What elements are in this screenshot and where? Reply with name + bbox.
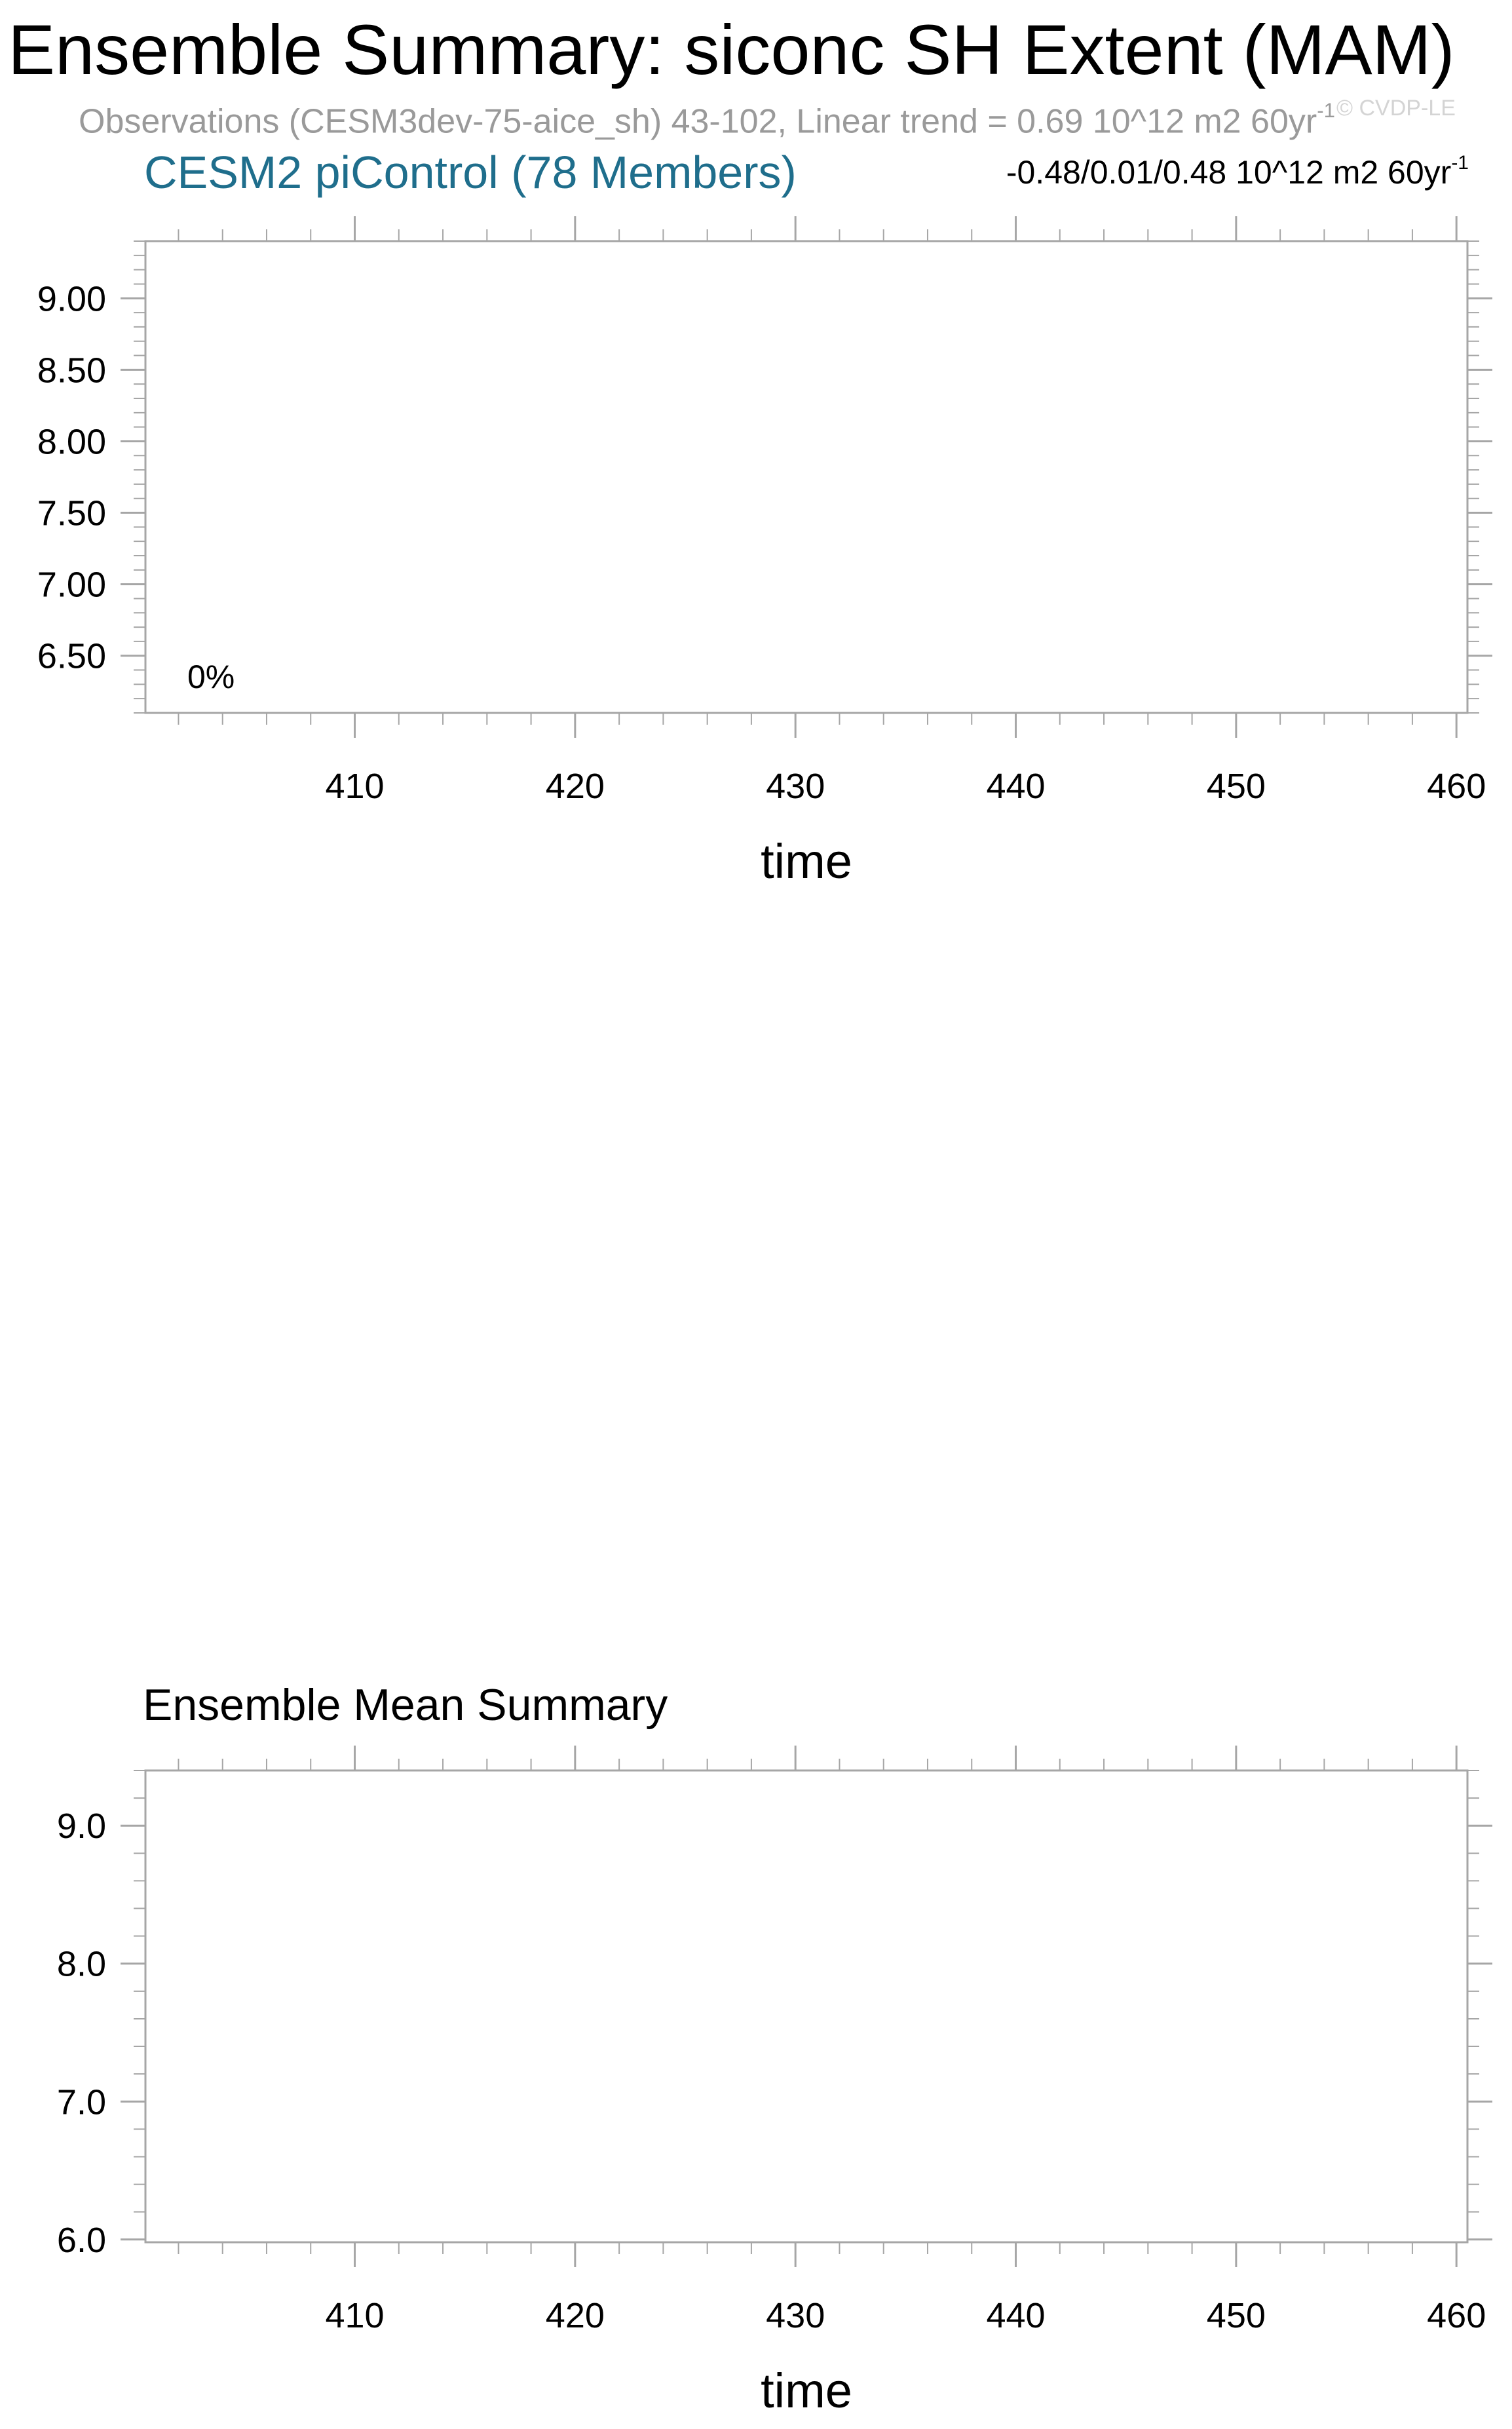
y-tick-label: 6.50 [37, 636, 106, 676]
x-tick-label: 460 [1427, 767, 1486, 806]
y-tick-label: 8.00 [37, 422, 106, 462]
y-tick-label: 7.0 [56, 2082, 106, 2122]
ensemble-mean-plot [0, 1704, 1512, 2429]
x-tick-label: 420 [545, 767, 605, 806]
plot-frame [145, 241, 1467, 713]
x-tick-label: 450 [1206, 2296, 1266, 2335]
plot-frame [145, 1770, 1467, 2242]
run-label: CESM2 piControl (78 Members) [144, 147, 797, 198]
x-tick-label: 460 [1427, 2296, 1486, 2335]
x-tick-label: 420 [545, 2296, 605, 2335]
observations-trend-label: Observations (CESM3dev-75-aice_sh) 43-102, Linear trend = 0.69 10^12 m2 60yr [79, 102, 1317, 141]
x-axis-label: time [761, 2363, 852, 2418]
x-tick-label: 410 [325, 767, 385, 806]
x-tick-label: 450 [1206, 767, 1266, 806]
y-tick-label: 9.00 [37, 279, 106, 319]
x-tick-label: 410 [325, 2296, 385, 2335]
percent-annotation: 0% [187, 659, 235, 695]
watermark: © CVDP-LE [1336, 96, 1456, 121]
y-tick-label: 7.00 [37, 565, 106, 605]
x-axis-label: time [761, 834, 852, 889]
y-tick-label: 9.0 [56, 1807, 106, 1846]
y-tick-label: 8.50 [37, 351, 106, 391]
trend-range-label: -0.48/0.01/0.48 10^12 m2 60yr [1006, 154, 1452, 191]
x-tick-label: 430 [766, 2296, 825, 2335]
y-tick-label: 7.50 [37, 493, 106, 533]
ensemble-mean-title: Ensemble Mean Summary [143, 1680, 668, 1730]
x-tick-label: 430 [766, 767, 825, 806]
chart-title: Ensemble Summary: siconc SH Extent (MAM) [8, 10, 1455, 89]
y-tick-label: 8.0 [56, 1944, 106, 1984]
ensemble-summary-plot [0, 0, 1512, 917]
x-tick-label: 440 [986, 767, 1046, 806]
observations-trend-exponent: -1 [1317, 99, 1335, 123]
trend-range-exponent: -1 [1451, 151, 1469, 174]
x-tick-label: 440 [986, 2296, 1046, 2335]
y-tick-label: 6.0 [56, 2220, 106, 2260]
